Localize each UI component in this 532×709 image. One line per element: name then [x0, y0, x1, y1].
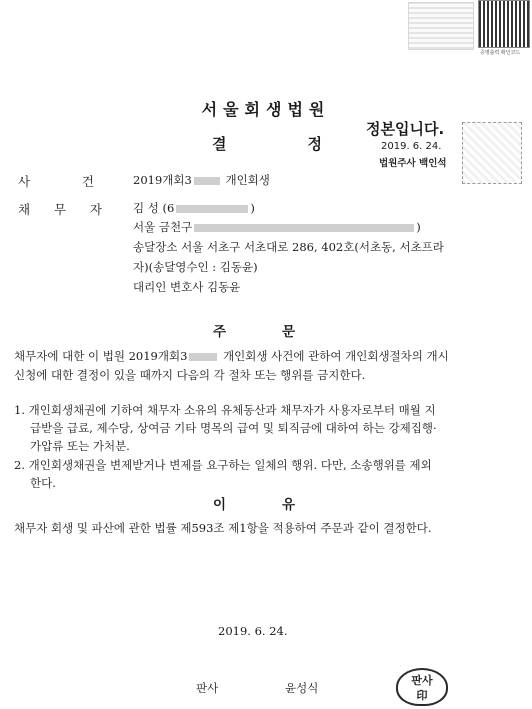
debtor-address-line — [133, 219, 421, 235]
document-title-char: 정 — [307, 135, 322, 153]
reason-heading-char: 이 — [213, 497, 227, 513]
order-intro-line2: 신청에 대한 결정이 있을 때까지 다음의 각 절차 또는 행위를 금지한다. — [14, 368, 366, 382]
order-item-2-line2: 한다. — [30, 476, 56, 490]
delivery-address: 송달장소 서울 서초구 서초대로 286, 402호(서초동, 서초프라 — [133, 240, 444, 254]
redaction — [194, 177, 220, 185]
order-heading-char: 문 — [281, 324, 295, 340]
order-heading-char: 주 — [213, 324, 227, 340]
debtor-name: 김 성 (6 — [133, 201, 175, 215]
judge-seal — [396, 668, 448, 706]
decision-date: 2019. 6. 24. — [218, 624, 288, 638]
reason-heading — [213, 493, 295, 513]
order-intro-b: 개인회생 사건에 관하여 개인회생절차의 개시 — [223, 349, 449, 363]
debtor-label-char: 채 — [18, 202, 31, 217]
delivery-address-cont: 자)(송달영수인 : 김동윤) — [133, 260, 258, 274]
qr-caption: 증명출력 확인코드 — [480, 50, 521, 56]
document-title — [212, 133, 322, 154]
order-intro-line1 — [14, 348, 449, 364]
judge-seal-text: 印 — [416, 689, 428, 702]
case-type: 개인회생 — [225, 173, 270, 187]
order-item-2-line1: 2. 개인회생채권을 변제받거나 변제를 요구하는 일체의 행위. 다만, 소송행위를 제외 — [14, 458, 432, 472]
case-number: 2019개회3 — [133, 173, 192, 187]
debtor-label — [18, 200, 102, 218]
debtor-label-char: 자 — [89, 202, 102, 217]
verification-text-block — [408, 2, 474, 50]
document-title-char: 결 — [212, 135, 227, 153]
court-name: 서울회생법원 — [201, 100, 331, 119]
judge-label: 판사 — [196, 681, 219, 695]
order-item-1-line2: 급받을 급료, 제수당, 상여금 기타 명목의 급여 및 퇴직금에 대하여 하는 강제집행· — [30, 421, 437, 435]
verification-code-block — [408, 0, 528, 58]
case-label-char: 사 — [18, 174, 31, 189]
case-label-char: 건 — [81, 174, 94, 189]
redaction — [189, 353, 217, 361]
certified-copy-label: 정본입니다. — [366, 120, 445, 138]
judge-seal-text: 판사 — [411, 674, 433, 687]
reason-text: 채무자 회생 및 파산에 관한 법률 제593조 제1항을 적용하여 주문과 같이 결정한다. — [14, 521, 432, 535]
certification-date: 2019. 6. 24. — [381, 141, 442, 152]
certification-clerk: 법원주사 백인석 — [379, 158, 447, 169]
address-close: ) — [416, 220, 421, 234]
clerk-seal — [462, 122, 522, 184]
order-intro-a: 채무자에 대한 이 법원 2019개회3 — [14, 349, 188, 363]
order-heading — [213, 320, 295, 340]
debtor-address: 서울 금천구 — [133, 220, 193, 234]
redaction — [194, 224, 414, 232]
qr-code-icon — [478, 0, 530, 48]
redaction — [176, 205, 248, 213]
case-value — [133, 172, 270, 188]
order-item-1-line3: 가압류 또는 가처분. — [30, 439, 130, 453]
reason-heading-char: 유 — [281, 497, 295, 513]
case-label — [18, 172, 94, 190]
judge-name: 윤성식 — [285, 681, 319, 695]
attorney: 대리인 변호사 김동윤 — [133, 280, 241, 294]
debtor-name-line: 김 성 (6 ) — [133, 201, 255, 215]
debtor-label-char: 무 — [53, 202, 67, 217]
order-item-1-line1: 1. 개인회생채권에 기하여 채무자 소유의 유체동산과 채무자가 사용자로부터 매월 지 — [14, 403, 436, 417]
